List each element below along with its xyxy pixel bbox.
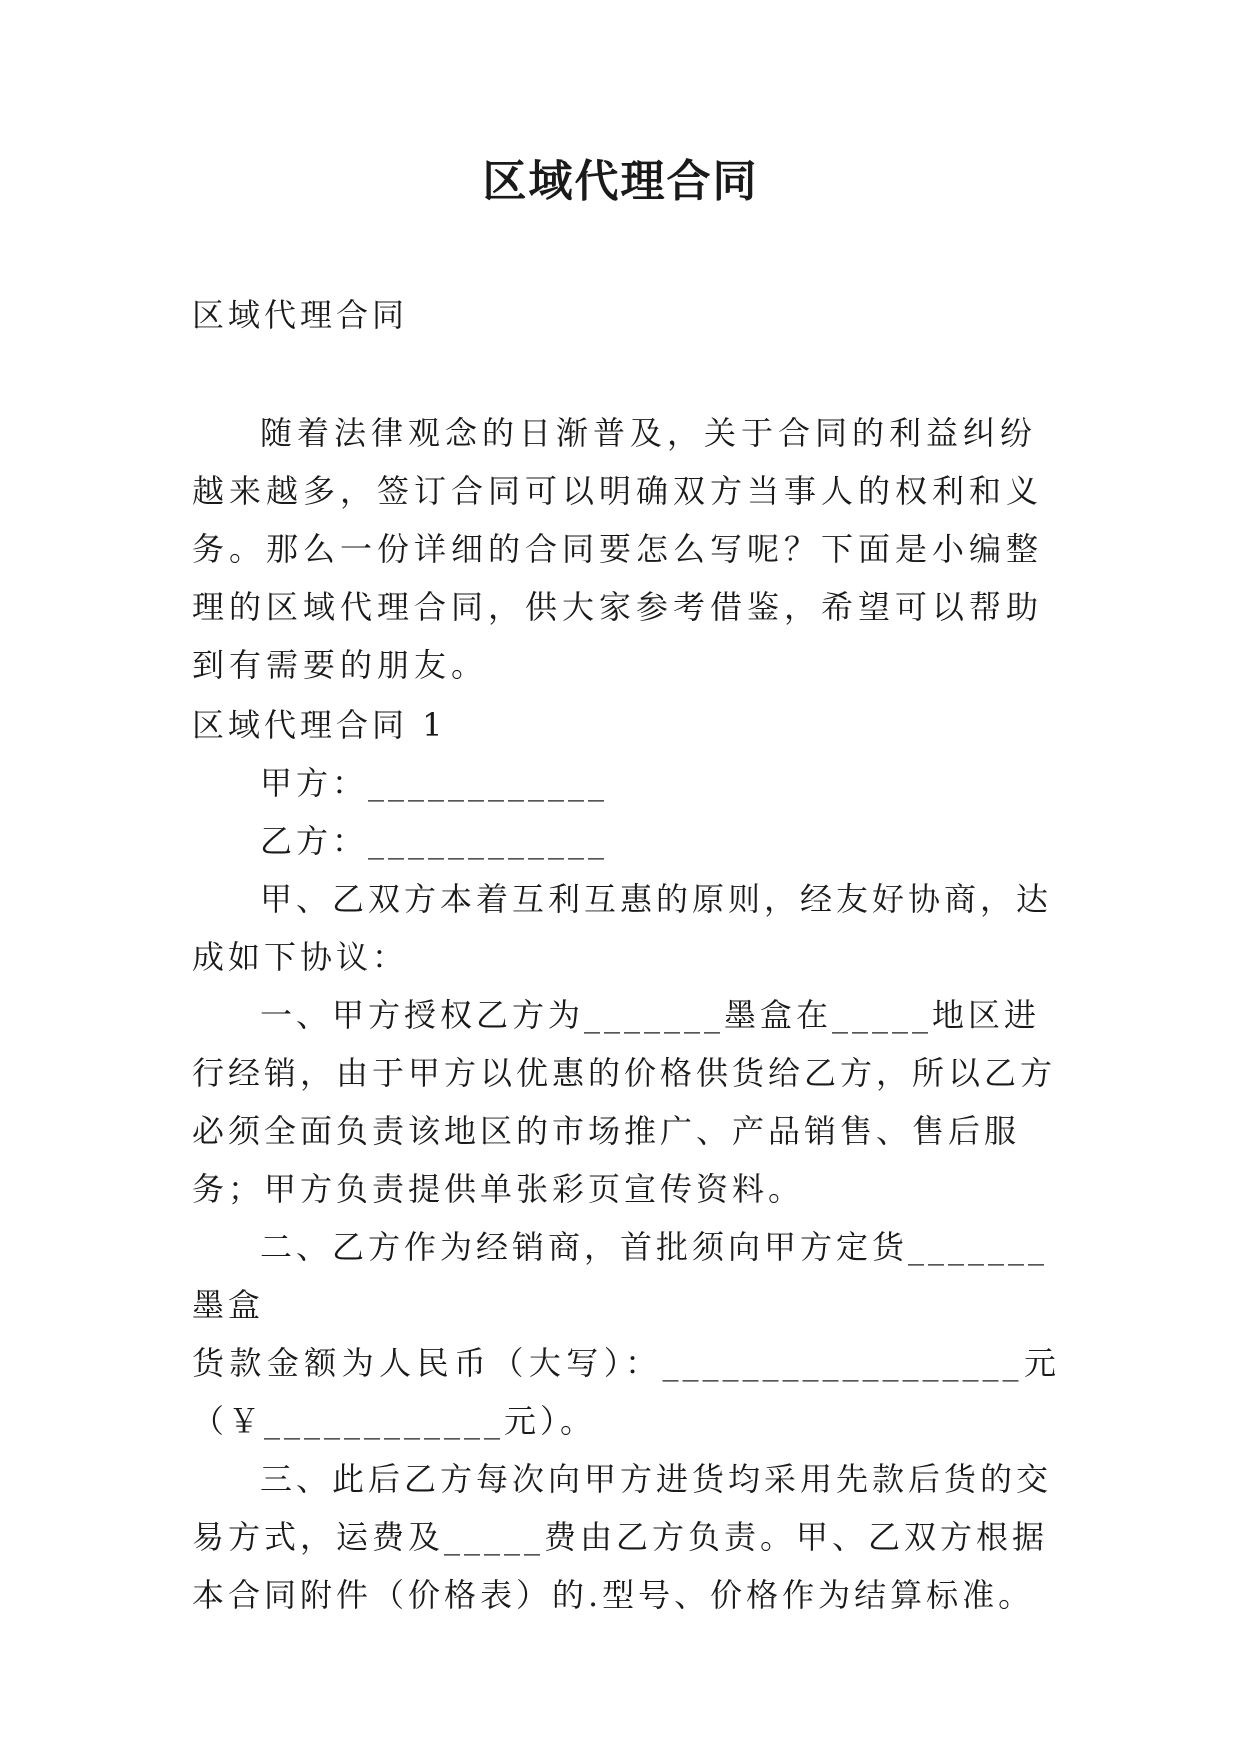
intro-paragraph: 随着法律观念的日渐普及，关于合同的利益纠纷越来越多，签订合同可以明确双方当事人的权利和义务。那么一份详细的合同要怎么写呢？下面是小编整理的区域代理合同，供大家参考借鉴，希望可以帮助到有需要的朋友。 <box>192 414 1044 684</box>
clause-3: 三、此后乙方每次向甲方进货均采用先款后货的交易方式，运费及_____费由乙方负责。甲、乙双方根据本合同附件（价格表）的.型号、价格作为结算标准。 <box>192 1460 1053 1614</box>
agreement-paragraph: 甲、乙双方本着互利互惠的原则，经友好协商，达成如下协议： <box>192 880 1053 976</box>
document-title: 区域代理合同 <box>482 156 759 207</box>
clause-1: 一、甲方授权乙方为_______墨盒在_____地区进行经销，由于甲方以优惠的价格供货给乙方，所以乙方必须全面负责该地区的市场推广、产品销售、售后服务；甲方负责提供单张彩页宣传资料。 <box>192 996 1057 1208</box>
clause-2-line-2: 货款金额为人民币（大写）：__________________元 <box>192 1344 1060 1382</box>
clause-2-line-3: （￥____________元）。 <box>192 1402 597 1440</box>
party-b-line: 乙方：____________ <box>260 822 609 860</box>
contract-section-1 <box>192 696 1060 1624</box>
document-subtitle: 区域代理合同 <box>192 296 409 334</box>
clause-2-line-1: 二、乙方作为经销商，首批须向甲方定货_______墨盒 <box>192 1228 1049 1324</box>
section-heading: 区域代理合同 1 <box>192 706 447 744</box>
party-a-line: 甲方：____________ <box>260 764 609 802</box>
